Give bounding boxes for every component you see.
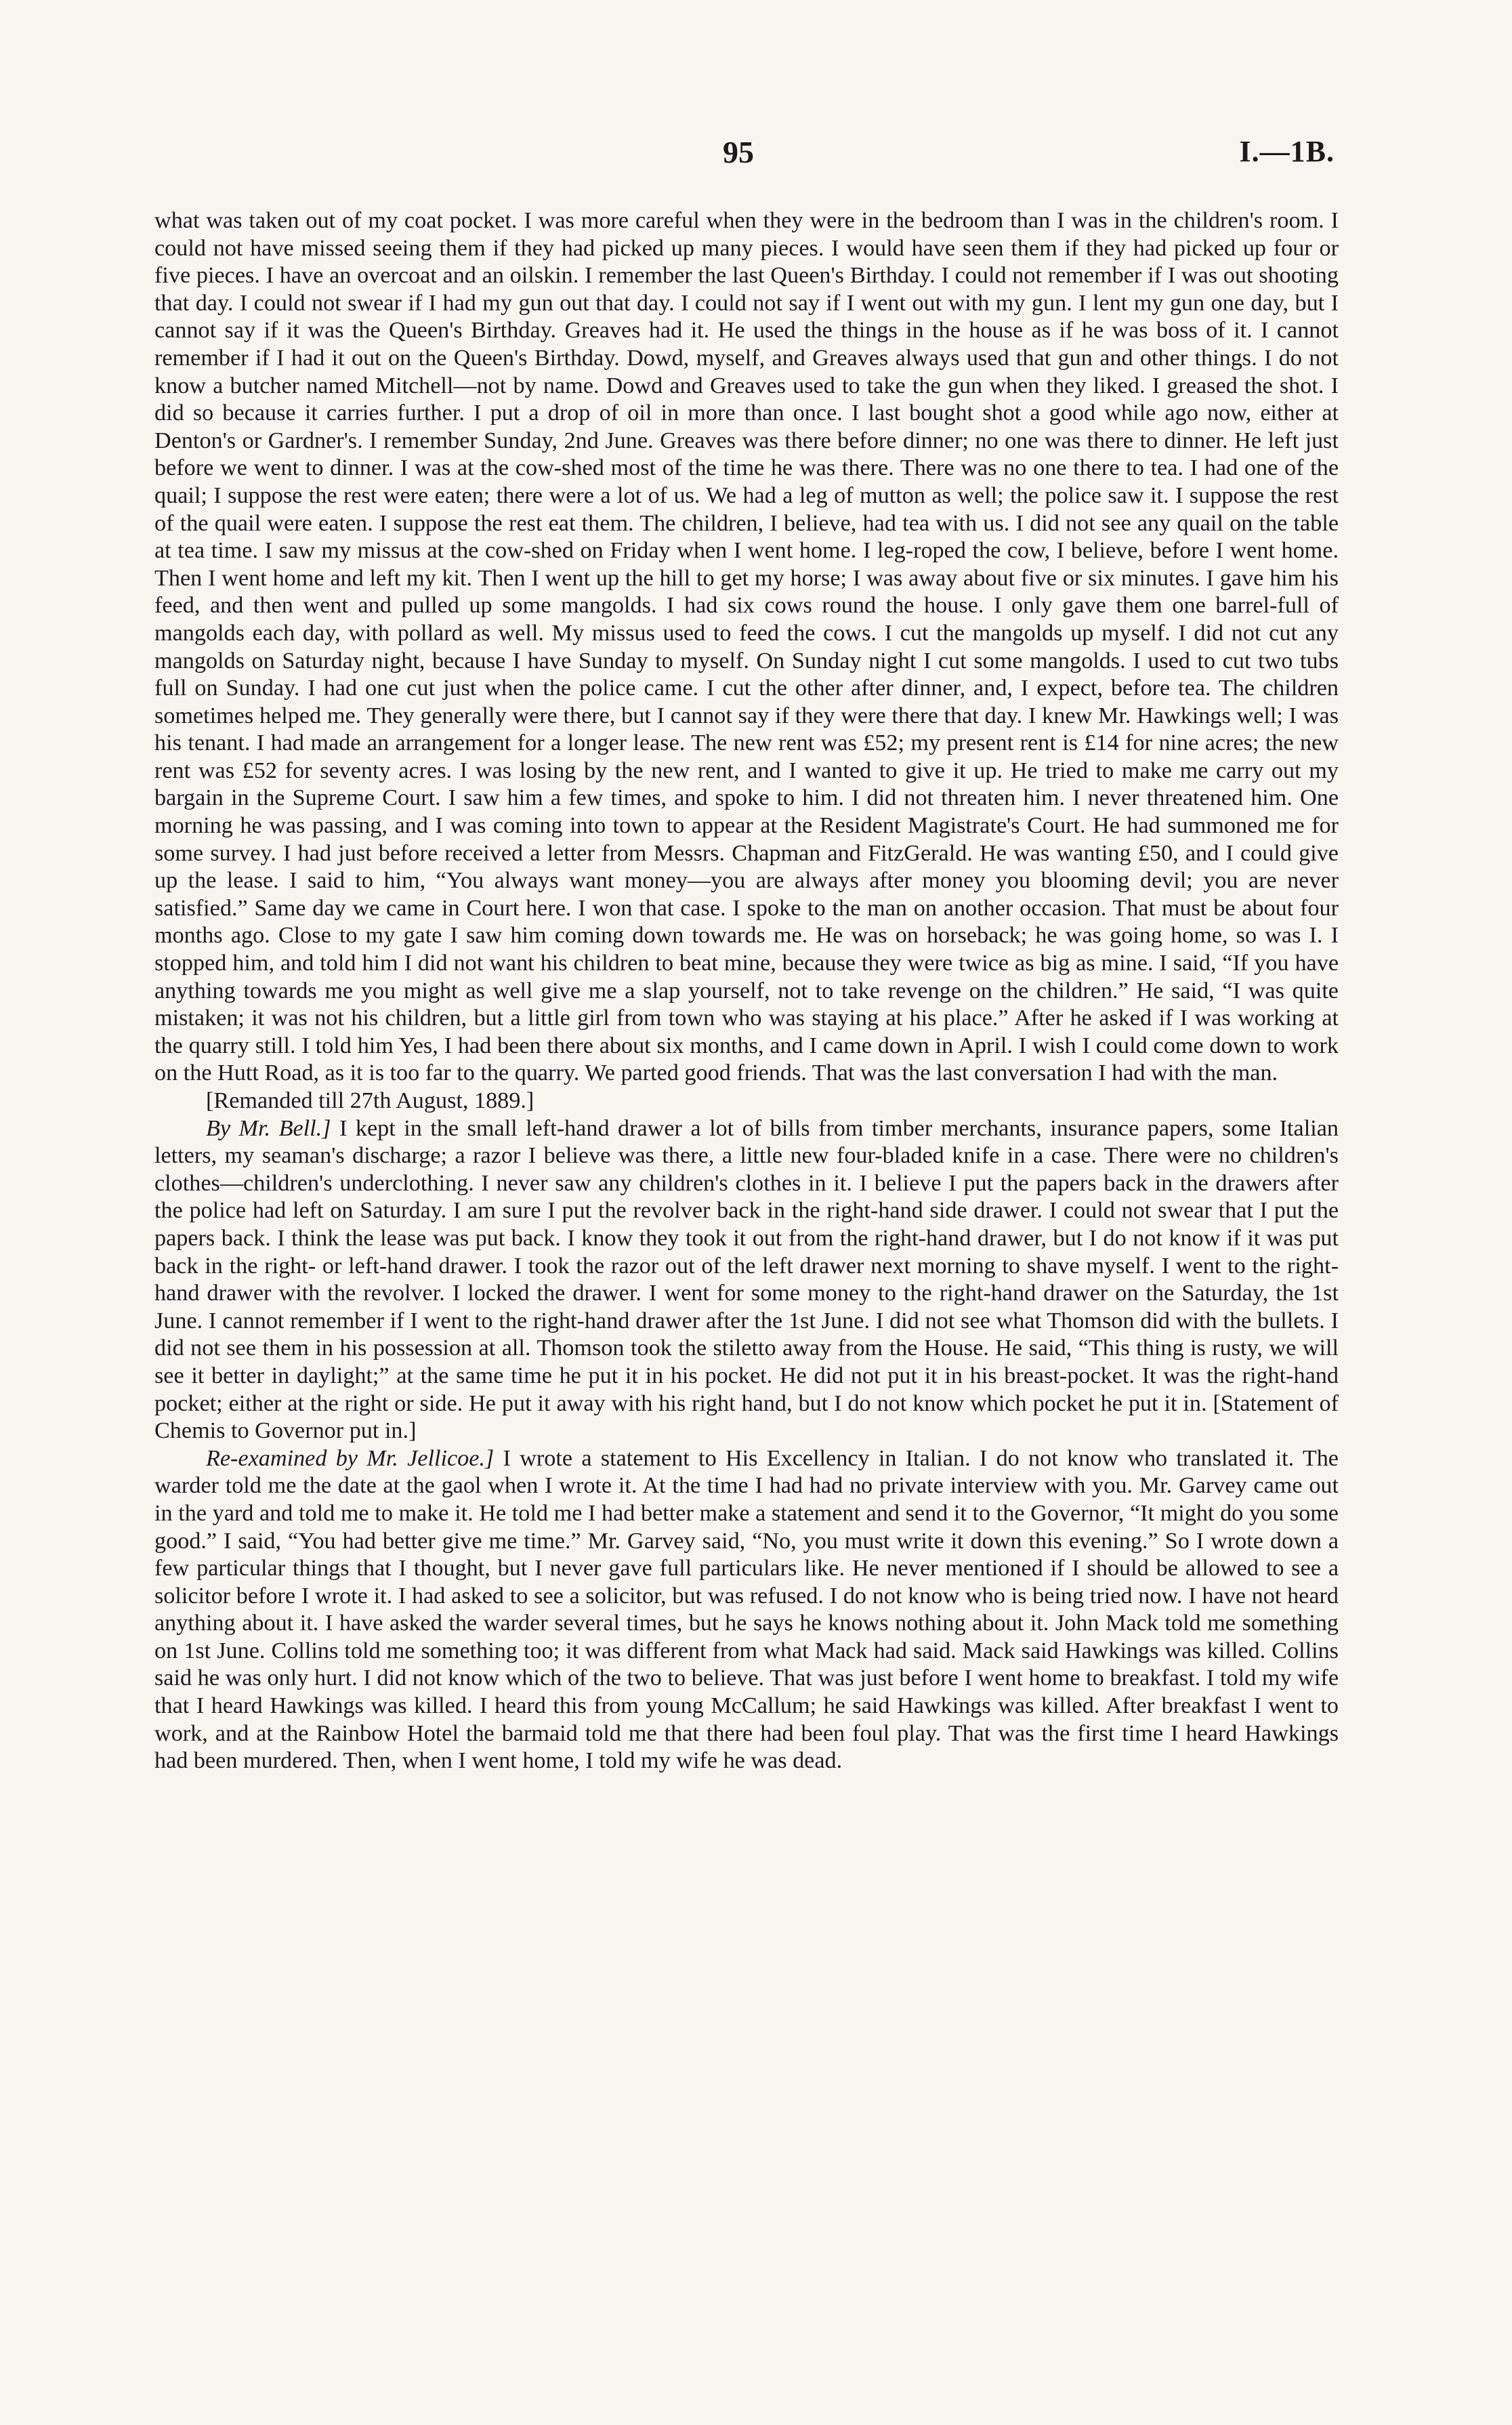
remand-note: [Remanded till 27th August, 1889.] <box>206 1088 534 1113</box>
page-number: 95 <box>723 135 754 169</box>
paragraph-text-jellicoe: I wrote a statement to His Excellency in Italian. I do not know who translated it. The warder told me the date at the gaol when I wrote it. At the time I had had no private interview with you. Mr. Garvey came out in the yard and told me to make it. He told me I had better make a statement and send it to the Governor, “It might do you some good.” I said, “You had better give me time.” Mr. Garvey said, “No, you must write it down this evening.” So I wrote down a few particular things that I thought, but I never gave full particulars like. He never mentioned if I should be allowed to see a solicitor before I wrote it. I had asked to see a solicitor, but was refused. I do not know who is being tried now. I have not heard anything about it. I have asked the warder several times, but he says he knows nothing about it. John Mack told me something on 1st June. Collins told me something too; it was different from what Mack had said. Mack said Hawkings was killed. Collins said he was only hurt. I did not know which of the two to believe. That was just before I went home to breakfast. I told my wife that I heard Hawkings was killed. I heard this from young McCallum; he said Hawkings was killed. After breakfast I went to work, and at the Rainbow Hotel the barmaid told me that there had been foul play. That was the first time I heard Hawkings had been murdered. Then, when I went home, I told my wife he was dead. <box>154 1445 1339 1774</box>
paragraph-text-bell: I kept in the small left-hand drawer a lot of bills from timber merchants, insurance papers, some Italian letters, my seaman's discharge; a razor I believe was there, a little new four-bladed knife in a case. There were no children's clothes—children's underclothing. I never saw any children's clothes in it. I believe I put the papers back in the drawers after the police had left on Saturday. I am sure I put the revolver back in the right-hand side drawer. I could not swear that I put the papers back. I think the lease was put back. I know they took it out from the right-hand drawer, but I do not know if it was put back in the right- or left-hand drawer. I took the razor out of the left drawer next morning to shave myself. I went to the right-hand drawer with the revolver. I locked the drawer. I went for some money to the right-hand drawer on the Saturday, the 1st June. I cannot remember if I went to the right-hand drawer after the 1st June. I did not see what Thomson did with the bullets. I did not see them in his possession at all. Thomson took the stiletto away from the House. He said, “This thing is rusty, we will see it better in daylight;” at the same time he put it in his pocket. He did not put it in his breast-pocket. It was the right-hand pocket; either at the right or side. He put it away with his right hand, but I do not know which pocket he put it in. [Statement of Chemis to Governor put in.] <box>154 1115 1339 1444</box>
paragraph-testimony-continued: what was taken out of my coat pocket. I was more careful when they were in the bedroom than I was in the children's room. I could not have missed seeing them if they had picked up many pieces. I would have seen them if they had picked up four or five pieces. I have an overcoat and an oilskin. I remember the last Queen's Birthday. I could not remember if I was out shooting that day. I could not swear if I had my gun out that day. I could not say if I went out with my gun. I lent my gun one day, but I cannot say if it was the Queen's Birthday. Greaves had it. He used the things in the house as if he was boss of it. I cannot remember if I had it out on the Queen's Birthday. Dowd, myself, and Greaves always used that gun and other things. I do not know a butcher named Mitchell—not by name. Dowd and Greaves used to take the gun when they liked. I greased the shot. I did so because it carries further. I put a drop of oil in more than once. I last bought shot a good while ago now, either at Denton's or Gardner's. I remember Sunday, 2nd June. Greaves was there before dinner; no one was there to dinner. He left just before we went to dinner. I was at the cow-shed most of the time he was there. There was no one there to tea. I had one of the quail; I suppose the rest were eaten; there were a lot of us. We had a leg of mutton as well; the police saw it. I suppose the rest of the quail were eaten. I suppose the rest eat them. The children, I believe, had tea with us. I did not see any quail on the table at tea time. I saw my missus at the cow-shed on Friday when I went home. I leg-roped the cow, I believe, before I went home. Then I went home and left my kit. Then I went up the hill to get my horse; I was away about five or six minutes. I gave him his feed, and then went and pulled up some mangolds. I had six cows round the house. I only gave them one barrel-full of mangolds each day, with pollard as well. My missus used to feed the cows. I cut the mangolds up myself. I did not cut any mangolds on Saturday night, because I have Sunday to myself. On Sunday night I cut some mangolds. I used to cut two tubs full on Sunday. I had one cut just when the police came. I cut the other after dinner, and, I expect, before tea. The children sometimes helped me. They generally were there, but I cannot say if they were there that day. I knew Mr. Hawkings well; I was his tenant. I had made an arrangement for a longer lease. The new rent was £52; my present rent is £14 for nine acres; the new rent was £52 for seventy acres. I was losing by the new rent, and I wanted to give it up. He tried to make me carry out my bargain in the Supreme Court. I saw him a few times, and spoke to him. I did not threaten him. I never threatened him. One morning he was passing, and I was coming into town to appear at the Resident Magistrate's Court. He had summoned me for some survey. I had just before received a letter from Messrs. Chapman and FitzGerald. He was wanting £50, and I could give up the lease. I said to him, “You always want money—you are always after money you blooming devil; you are never satisfied.” Same day we came in Court here. I won that case. I spoke to the man on another occasion. That must be about four months ago. Close to my gate I saw him coming down towards me. He was on horseback; he was going home, so was I. I stopped him, and told him I did not want his children to beat mine, because they were twice as big as mine. I said, “If you have anything towards me you might as well give me a slap yourself, not to take revenge on the children.” He said, “I was quite mistaken; it was not his children, but a little girl from town who was staying at his place.” After he asked if I was working at the quarry still. I told him Yes, I had been there about six months, and I came down in April. I wish I could come down to work on the Hutt Road, as it is too far to the quarry. We parted good friends. That was the last conversation I had with the man. <box>154 208 1339 1086</box>
examiner-label-jellicoe: Re-examined by Mr. Jellicoe.] <box>206 1445 495 1471</box>
document-reference: I.—1B. <box>1239 135 1335 168</box>
paragraph-reexamination-jellicoe <box>154 1445 1339 1775</box>
examiner-label-bell: By Mr. Bell.] <box>206 1115 331 1141</box>
paragraph-examination-bell <box>154 1115 1339 1445</box>
body-text <box>154 207 1339 1775</box>
